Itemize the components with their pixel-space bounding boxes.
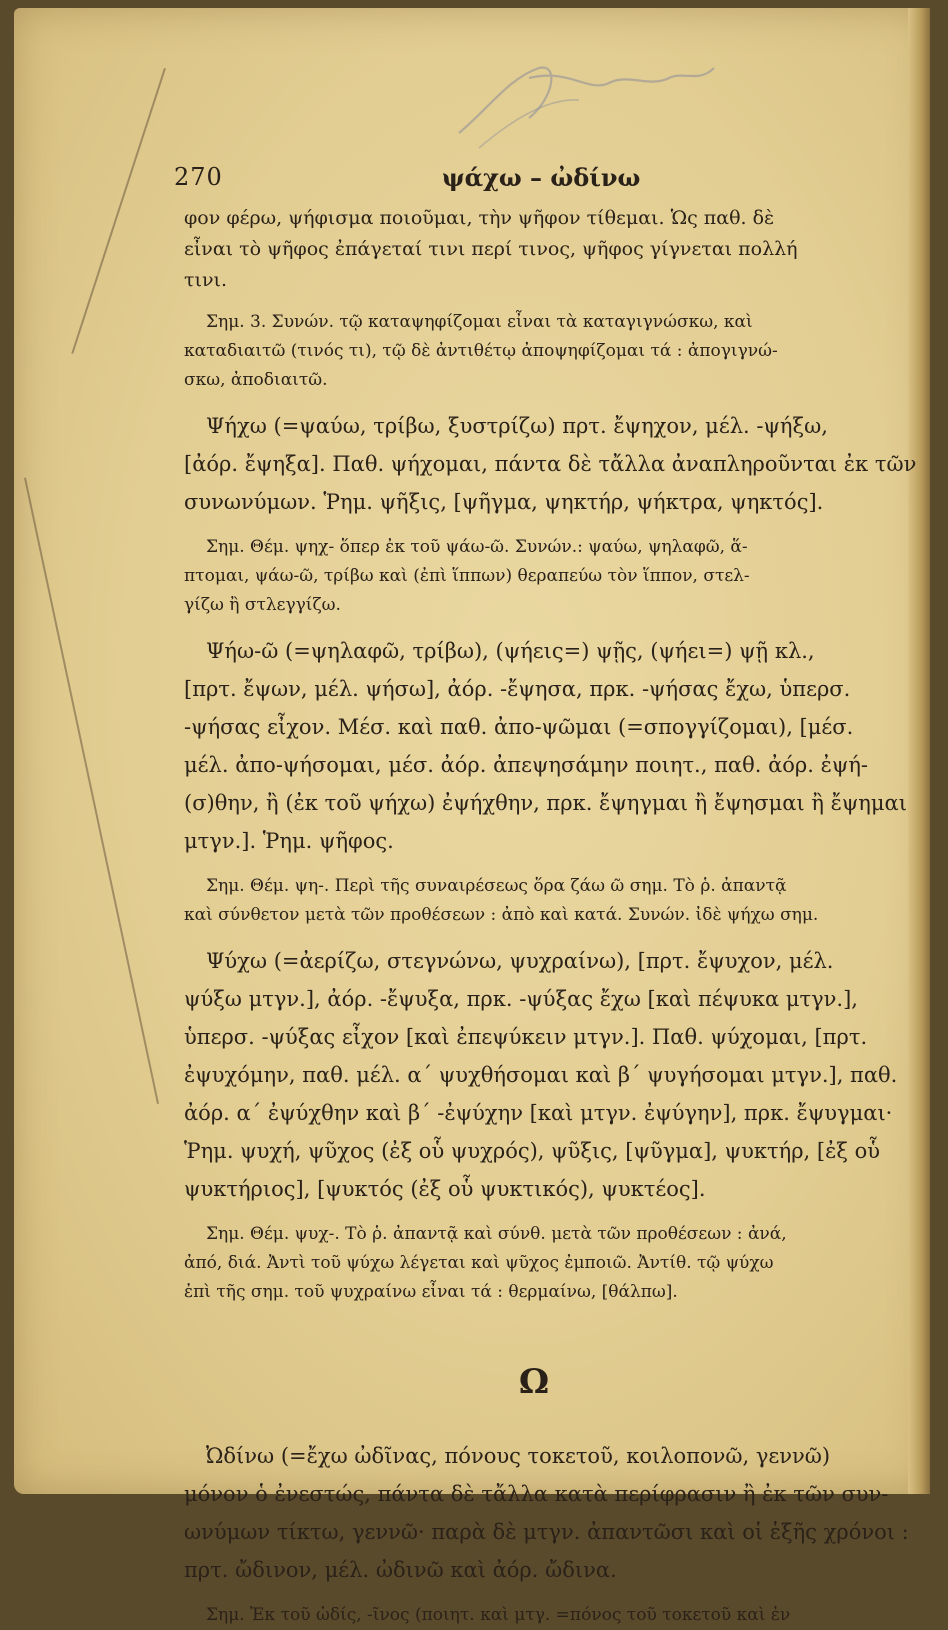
entry-line: φον φέρω, ψήφισμα ποιοῦμαι, τὴν ψῆφον τίθεμαι. Ὡς παθ. δὲ (184, 207, 775, 229)
section-letter-omega: Ω (518, 1362, 550, 1402)
entry-line: ψυκτήριος], [ψυκτός (ἐξ οὗ ψυκτικός), ψυκτέος]. (184, 1177, 706, 1201)
entry-line: ψύξω μτγν.], ἀόρ. -ἔψυξα, πρκ. -ψύξας ἔχω [καὶ πέψυκα μτγν.], (184, 987, 858, 1011)
entries-psi (184, 203, 917, 1307)
entry-line: ὑπερσ. -ψύξας εἶχον [καὶ ἐπεψύκειν μτγν.]. Παθ. ψύχομαι, [πρτ. (184, 1025, 868, 1049)
entry-line: τινι. (184, 269, 228, 291)
note-line: καταδιαιτῶ (τινός τι), τῷ δὲ ἀντιθέτῳ ἀποψηφίζομαι τά : ἀπογιγνώ- (184, 341, 778, 361)
entry-line: [πρτ. ἔψων, μέλ. ψήσω], ἀόρ. -ἔψησα, πρκ. -ψήσας ἔχω, ὑπερσ. (184, 677, 851, 701)
margin-scratch (24, 478, 159, 1104)
entry-line: Ψύχω (=ἀερίζω, στεγνώνω, ψυχραίνω), [πρτ. ἔψυχον, μέλ. (206, 949, 834, 973)
entries-omega (184, 1437, 914, 1630)
entry-line: Ψήχω (=ψαύω, τρίβω, ξυστρίζω) πρτ. ἔψηχον, μέλ. -ψήξω, (206, 414, 828, 438)
entry-line: πρτ. ὤδινον, μέλ. ὠδινῶ καὶ ἀόρ. ὤδινα. (184, 1558, 617, 1582)
entry-line: [ἀόρ. ἔψηξα]. Παθ. ψήχομαι, πάντα δὲ τἄλλα ἀναπληροῦνται ἐκ τῶν (184, 452, 917, 476)
note-line: Σημ. Θέμ. ψηχ- ὅπερ ἐκ τοῦ ψάω-ῶ. Συνών.: ψαύω, ψηλαφῶ, ἅ- (206, 537, 748, 557)
entry-line: ἀόρ. α΄ ἐψύχθην καὶ β΄ -ἐψύχην [καὶ μτγν. ἐψύγην], πρκ. ἔψυγμαι· (184, 1101, 893, 1125)
note-line: ἐπὶ τῆς σημ. τοῦ ψυχραίνω εἶναι τά : θερμαίνω, [θάλπω]. (184, 1282, 678, 1302)
page-header (174, 163, 894, 203)
entry-line: μέλ. ἀπο-ψήσομαι, μέσ. ἀόρ. ἀπεψησάμην ποιητ., παθ. ἀόρ. ἐψή- (184, 753, 868, 777)
entry-line: συνωνύμων. Ῥημ. ψῆξις, [ψῆγμα, ψηκτήρ, ψήκτρα, ψηκτός]. (184, 490, 824, 514)
entry-line: μόνον ὁ ἐνεστώς, πάντα δὲ τἄλλα κατὰ περίφρασιν ἢ ἐκ τῶν συν- (184, 1482, 889, 1506)
note-line: Σημ. Θέμ. ψη-. Περὶ τῆς συναιρέσεως ὅρα ζάω ῶ σημ. Τὸ ῥ. ἀπαντᾷ (206, 876, 787, 896)
page-number: 270 (174, 163, 223, 191)
note-line: Σημ. Ἐκ τοῦ ὠδίς, -ῖνος (ποιητ. καὶ μτγ. =πόνος τοῦ τοκετοῦ καὶ ἐν (206, 1605, 791, 1625)
note-line: ἀπό, διά. Ἀντὶ τοῦ ψύχω λέγεται καὶ ψῦχος ἐμποιῶ. Ἀντίθ. τῷ ψύχω (184, 1253, 774, 1273)
entry-line: Ὠδίνω (=ἔχω ὠδῖνας, πόνους τοκετοῦ, κοιλοπονῶ, γεννῶ) (206, 1444, 831, 1468)
running-head: ψάχω – ὠδίνω (442, 163, 641, 192)
note-line: σκω, ἀποδιαιτῶ. (184, 370, 328, 390)
dictionary-body (184, 203, 917, 1630)
entry-line: Ψήω-ῶ (=ψηλαφῶ, τρίβω), (ψήεις=) ψῇς, (ψήει=) ψῇ κλ., (206, 639, 815, 663)
entry-line: -ψήσας εἶχον. Μέσ. καὶ παθ. ἀπο-ψῶμαι (=σπογγίζομαι), [μέσ. (184, 715, 854, 739)
note-line: πτομαι, ψάω-ῶ, τρίβω καὶ (ἐπὶ ἵππων) θεραπεύω τὸν ἵππον, στελ- (184, 566, 750, 586)
entry-line: Ῥημ. ψυχή, ψῦχος (ἐξ οὗ ψυχρός), ψῦξις, [ψῦγμα], ψυκτήρ, [ἐξ οὗ (184, 1139, 881, 1163)
note-line: γίζω ἢ στλεγγίζω. (184, 595, 341, 615)
entry-line: (σ)θην, ἢ (ἐκ τοῦ ψήχω) ἐψήχθην, πρκ. ἔψηγμαι ἢ ἔψησμαι ἢ ἔψημαι (184, 791, 907, 815)
pencil-signature (419, 38, 719, 158)
note-line: καὶ σύνθετον μετὰ τῶν προθέσεων : ἀπὸ καὶ κατά. Συνών. ἰδὲ ψήχω σημ. (184, 905, 819, 925)
note-line: Σημ. Θέμ. ψυχ-. Τὸ ῥ. ἀπαντᾷ καὶ σύνθ. μετὰ τῶν προθέσεων : ἀνά, (206, 1224, 787, 1244)
book-page (14, 8, 930, 1625)
note-line: Σημ. 3. Συνών. τῷ καταψηφίζομαι εἶναι τὰ καταγιγνώσκω, καὶ (206, 312, 753, 332)
entry-line: εἶναι τὸ ψῆφος ἐπάγεταί τινι περί τινος, ψῆφος γίγνεται πολλή (184, 238, 798, 260)
entry-line: ἐψυχόμην, παθ. μέλ. α΄ ψυχθήσομαι καὶ β΄ ψυγήσομαι μτγν.], παθ. (184, 1063, 898, 1087)
entry-line: μτγν.]. Ῥημ. ψῆφος. (184, 829, 394, 853)
margin-scratch (71, 68, 166, 354)
entry-line: ωνύμων τίκτω, γεννῶ· παρὰ δὲ μτγν. ἀπαντῶσι καὶ οἱ ἑξῆς χρόνοι : (184, 1520, 909, 1544)
